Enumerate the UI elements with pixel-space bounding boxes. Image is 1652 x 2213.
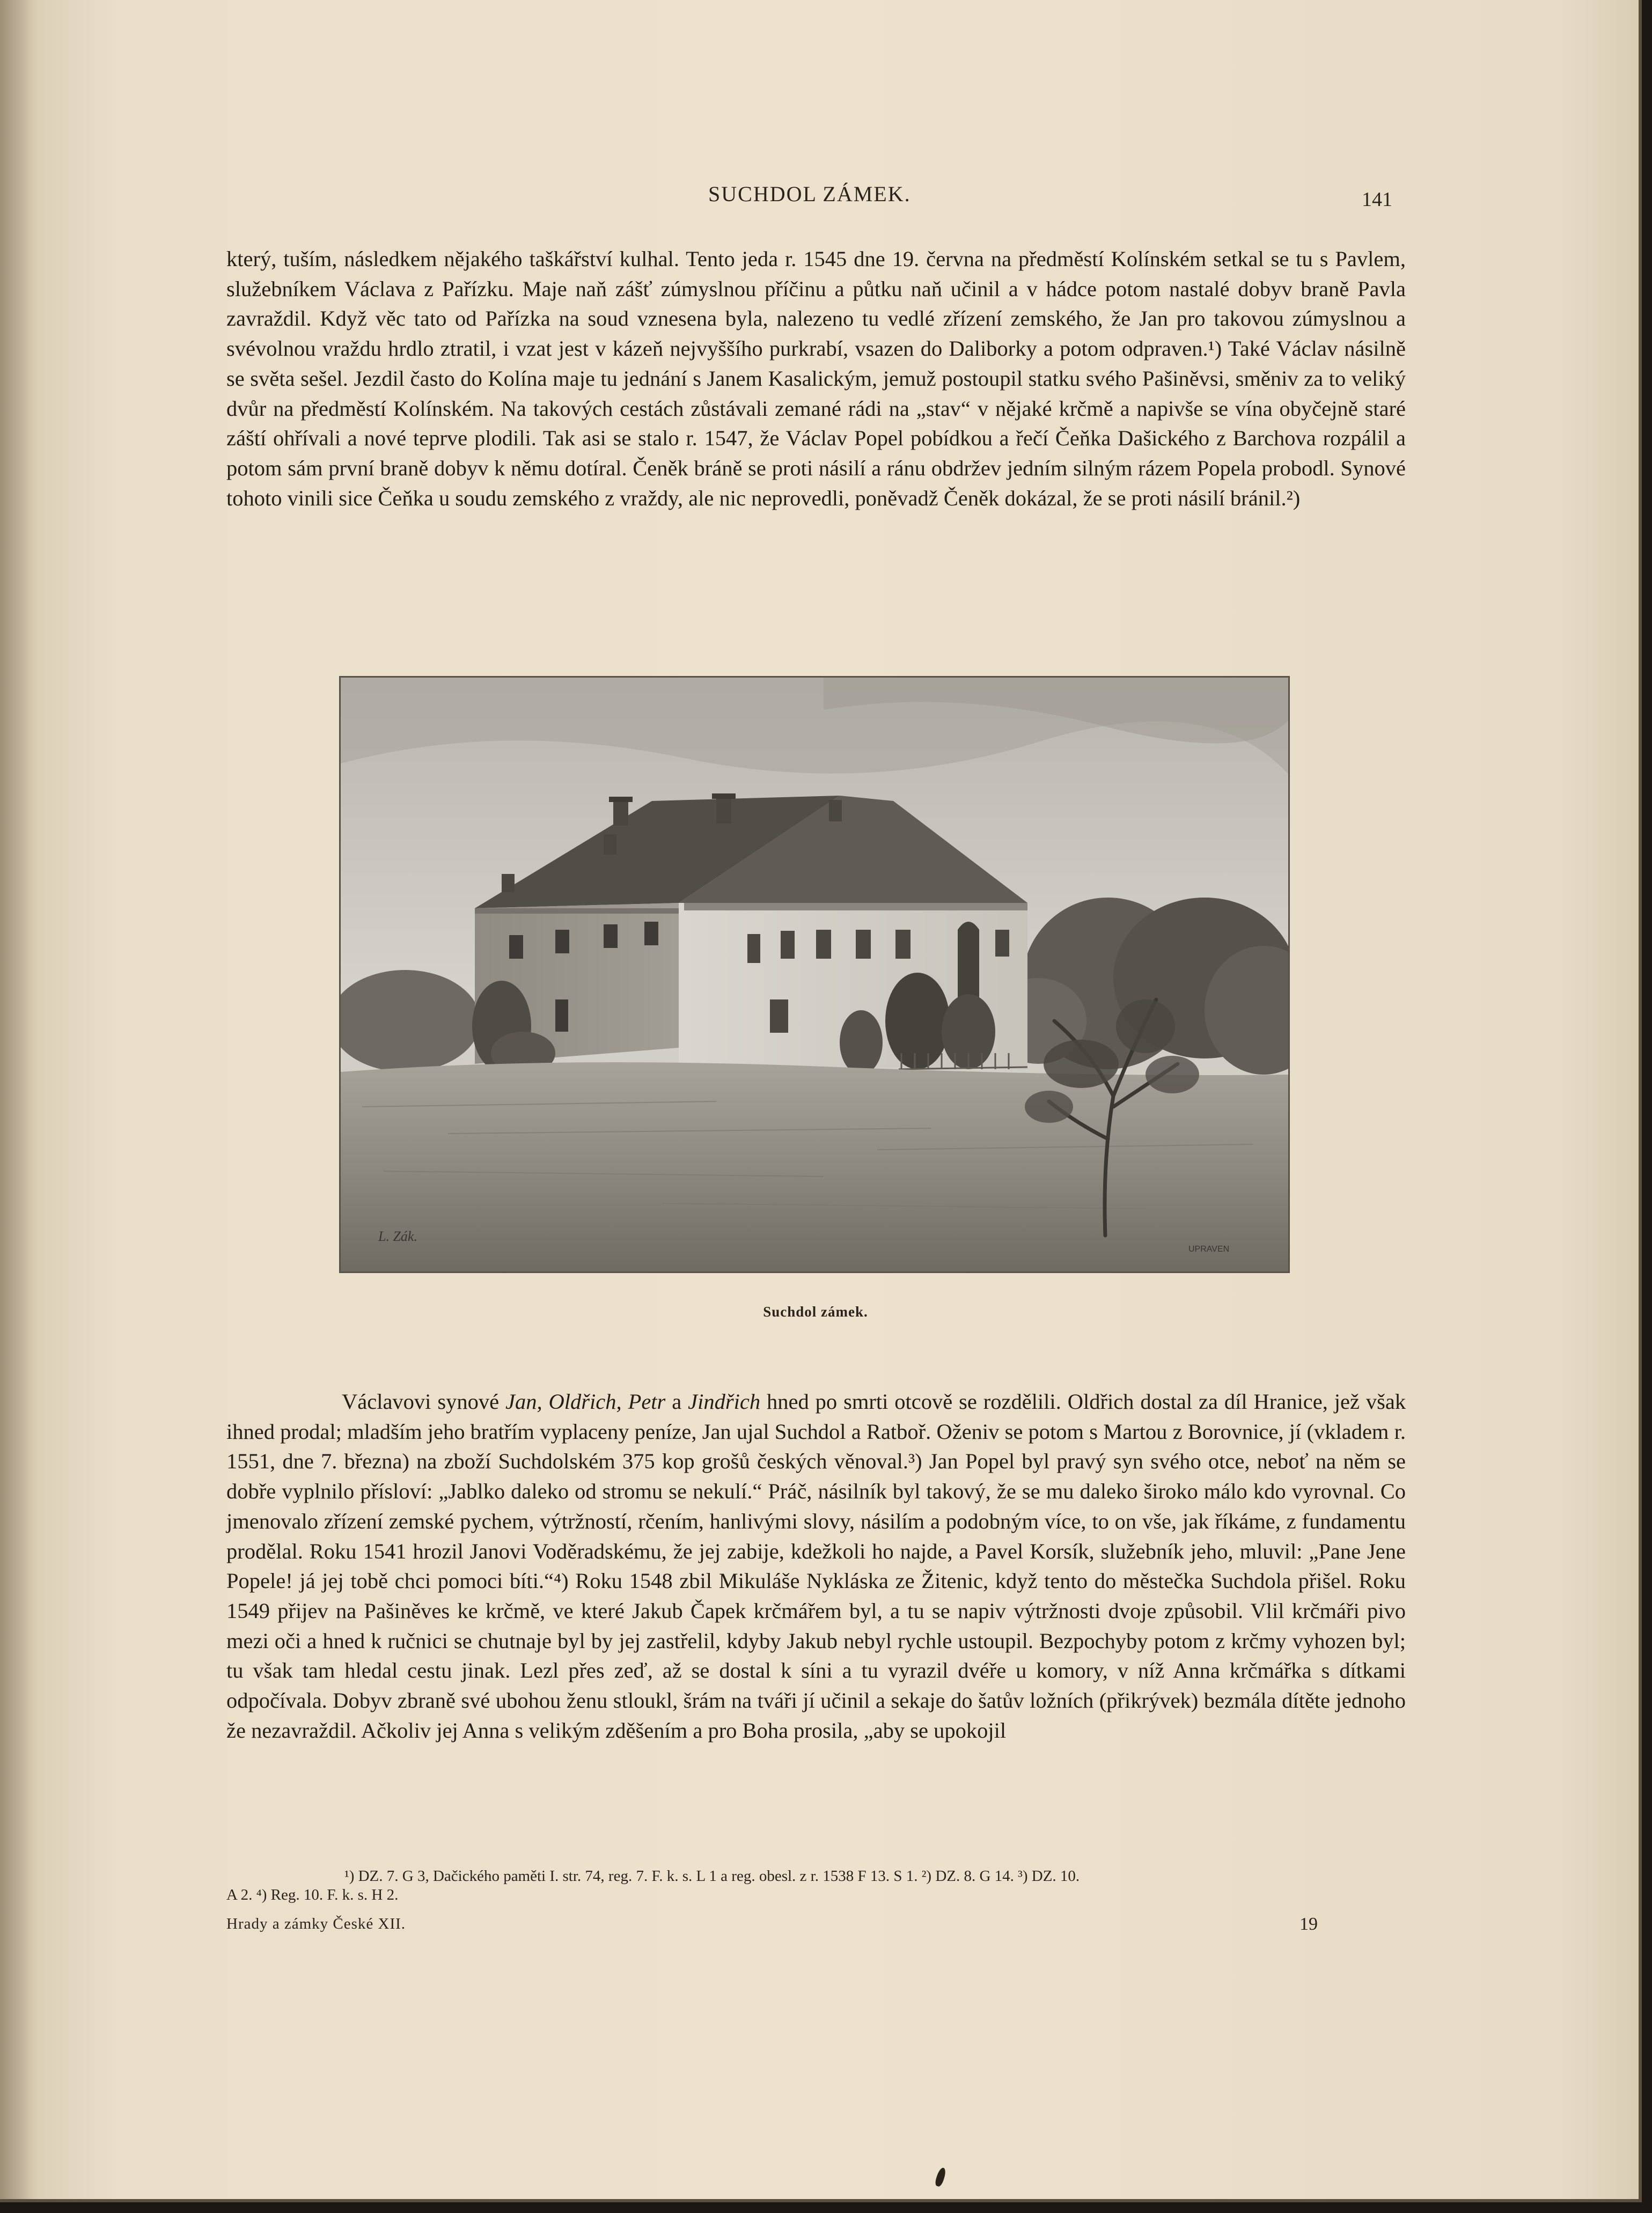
text-line: dítěte jednoho že nezavraždil. Ačkoliv jej Anna s velikým zděšením a pro Boha prosila, „aby se upokojil (226, 1688, 1406, 1743)
text-line: postoupil statku svého Pašiněvsi, směniv za to veliký dvůr na předměstí Kolínském. Na takových cestách (226, 366, 1406, 421)
engraver-mark: UPRAVEN (1188, 1245, 1230, 1254)
paragraph-1 (226, 244, 1406, 513)
castle-illustration (339, 676, 1290, 1273)
footnote-line-2: A 2. ⁴) Reg. 10. F. k. s. H 2. (226, 1886, 399, 1903)
page-footer (226, 1915, 1406, 1942)
book-title: Hrady a zámky České XII. (226, 1915, 406, 1932)
gutter-shadow (0, 0, 38, 2199)
text-line: hned po smrti otcově se rozdělili. Oldřich (767, 1389, 1134, 1414)
text-line: přes zeď, až se dostal k síni a tu vyrazil dvéře u komory, v níž Anna krčmářka s dítkami odpočívala. (226, 1658, 1406, 1713)
paragraph-2-text (226, 1387, 1406, 1745)
name-jan: Jan, (505, 1389, 542, 1414)
text-line: dvoje způsobil. Vlil krčmáři pivo mezi oči a hned k ručnici se chutnaje byl by jej zastřelil, kdyby Jakub (226, 1598, 1406, 1653)
paragraph-2 (226, 1387, 1406, 1745)
text-line: zůstávali zemané rádi na „stav“ v nějaké krčmě a napivše se vína obyčejně staré záští ohřívali a nové (226, 396, 1406, 451)
running-head (0, 181, 1642, 214)
signature-mark: 19 (1299, 1914, 1318, 1934)
figure-caption: Suchdol zámek. (763, 1304, 868, 1320)
text-line: rozpálil a potom sám první braně dobyv k němu dotíral. Čeněk bráně se proti násilí a ránu obdržev (226, 426, 1406, 480)
name-petr: Petr (628, 1389, 666, 1414)
footnotes (226, 1867, 1406, 1905)
text-line: Kolínském setkal se tu s Pavlem, služebníkem Václava z Pařízku. Maje naň zášť zúmyslnou příčinu (226, 247, 1406, 301)
text-line: který, tuším, následkem nějakého taškářství kulhal. Tento jeda r. 1545 dne 19. června na předměstí (226, 247, 1104, 271)
text-line: dostal za díl Hranice, jež však ihned prodal; mladším jeho bratřím vyplaceny peníze, Jan ujal Suchdol (226, 1389, 1406, 1444)
text-line: že jej zabije, kdežkoli ho najde, a Pavel Korsík, služebník jeho, mluvil: „Pane Jene Popele! já jej tobě (226, 1539, 1406, 1593)
castle-illustration-graphic (341, 678, 1288, 1271)
text-line: Dobyv zbraně své ubohou ženu stloukl, šrám na tváři jí učinil a sekaje do šatův ložních (přikrývek) bezmála (333, 1688, 1276, 1713)
text-line: kdo vyrovnal. Co jmenovalo zřízení zemské pychem, výtržností, rčením, hanlivými slovy, násilím (226, 1479, 1406, 1533)
name-oldrich: Oldřich, (548, 1389, 622, 1414)
text-line: nebyl rychle ustoupil. Bezpochyby potom z krčmy vyhozen byl; tu však tam hledal cestu jinak. Lezl (226, 1628, 1406, 1683)
text-line: a Ratboř. Oženiv se potom s Martou z Borovnice, jí (vkladem r. 1551, dne 7. března) na zboží Suchdolském (226, 1419, 1406, 1474)
paragraph-1-text (226, 244, 1406, 513)
text-line: a podobným více, to on vše, jak říkáme, z fundamentu prodělal. Roku 1541 hrozil Janovi Voděradskému, (226, 1509, 1406, 1563)
conjunction: a (672, 1389, 682, 1414)
text-line: teprve plodili. Tak asi se stalo r. 1547, že Václav Popel pobídkou a řečí Čeňka Dašického z Barchova (413, 426, 1316, 451)
text-line: chci pomoci bíti.“⁴) Roku 1548 zbil Mikuláše Nykláska ze Žitenic, když tento do městečka Suchdola přišel. (394, 1569, 1352, 1593)
running-title: SUCHDOL ZÁMEK. (708, 182, 911, 206)
text-line: přísloví: „Jablko daleko od stromu se nekulí.“ Práč, násilník byl takový, že se mu daleko široko málo (360, 1479, 1247, 1504)
ink-speck (934, 2167, 947, 2188)
name-jindrich: Jindřich (688, 1389, 761, 1414)
artist-signature: L. Zák. (378, 1229, 417, 1244)
text-line: Také Václav násilně se světa sešel. Jezdil často do Kolína maje tu jednání s Janem Kasalickým, jemuž (226, 336, 1406, 391)
text-line: Václavovi synové (342, 1389, 500, 1414)
text-line: soud vznesena byla, nalezeno tu vedlé zřízení zemského, že Jan pro takovou zúmyslnou a svévolnou (226, 306, 1406, 361)
text-line: Roku 1549 přijev na Pašiněves ke krčmě, ve které Jakub Čapek krčmářem byl, a tu se napiv výtržnosti (226, 1569, 1406, 1623)
text-line: a půtku naň učinil a v hádce potom nastalé dobyv braně Pavla zavraždil. Když věc tato od Pařízka na (226, 276, 1406, 331)
text-line: 375 kop grošů českých věnoval.³) Jan Popel byl pravý syn svého otce, neboť na něm se dobře vyplnilo (226, 1449, 1406, 1504)
page-number: 141 (1362, 188, 1392, 211)
text-line: vraždu hrdlo ztratil, i vzat jest v kázeň nejvyššího purkrabí, vsazen do Daliborky a potom odpraven.¹) (322, 336, 1222, 361)
text-line: jedním silným rázem Popela probodl. Synové tohoto vinili sice Čeňka u soudu zemského z vraždy, ale (226, 455, 1406, 510)
text-line: nic neprovedli, poněvadž Čeněk dokázal, že se proti násilí bránil.²) (719, 486, 1301, 510)
footnote-line-1: ¹) DZ. 7. G 3, Dačického paměti I. str. 74, reg. 7. F. k. s. L 1 a reg. obesl. z r. 1538 F 13. S 1. ²) DZ. 8. G 14. ³) DZ. 10. (344, 1868, 1080, 1885)
